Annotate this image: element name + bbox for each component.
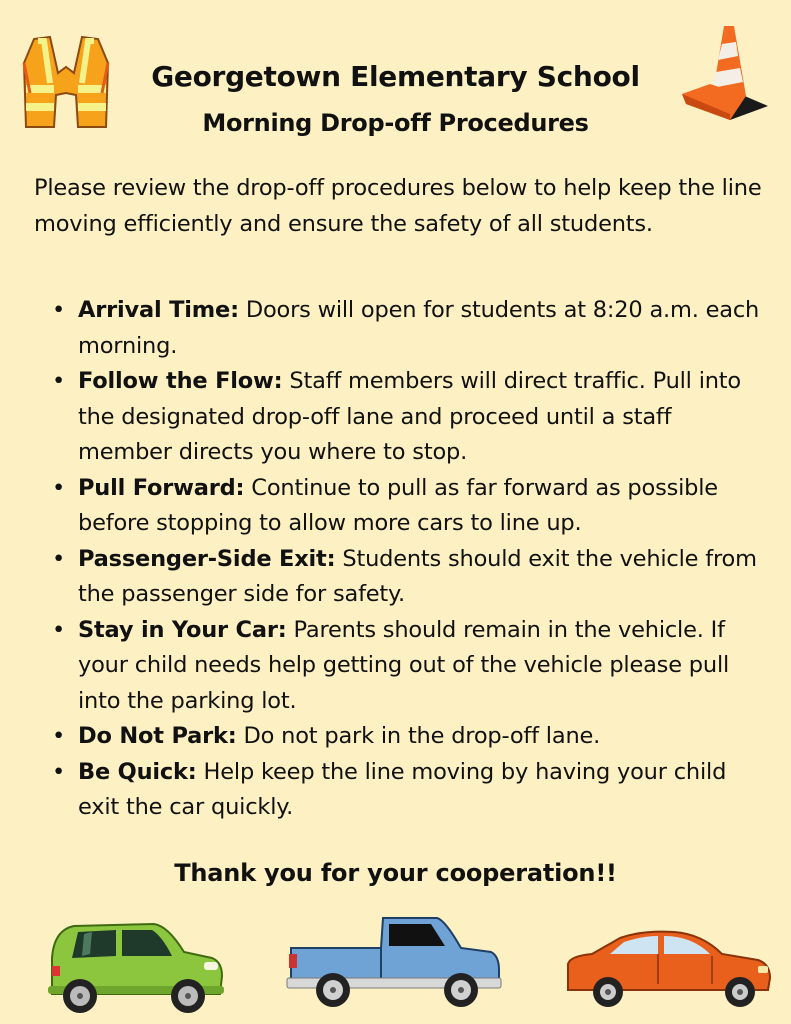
procedure-text: Parents should remain in the vehicle. If your child needs help getting out of the vehicle please pull into the parking lot. — [78, 616, 730, 714]
procedure-text: Staff members will direct traffic. Pull into the designated drop-off lane and proceed until a staff member directs you where to stop. — [78, 368, 741, 465]
procedure-label: Follow the Flow: — [78, 368, 283, 394]
list-item — [34, 755, 764, 826]
blue-pickup-truck-icon — [285, 914, 503, 1010]
bullet-icon: • — [52, 474, 66, 501]
list-item — [34, 719, 764, 755]
bullet-icon: • — [52, 758, 66, 785]
procedure-label: Passenger-Side Exit: — [78, 545, 336, 572]
page-subtitle: Morning Drop-off Procedures — [202, 109, 589, 137]
page-title: Georgetown Elementary School — [151, 60, 640, 93]
procedure-label: Be Quick: — [78, 758, 197, 785]
procedure-label: Arrival Time: — [78, 297, 239, 323]
procedures-list — [34, 293, 764, 826]
procedure-text: Continue to pull as far forward as possible before stopping to allow more cars to line up. — [78, 474, 718, 536]
bullet-icon: • — [52, 368, 66, 394]
procedure-label: Stay in Your Car: — [78, 616, 287, 643]
green-car-icon — [44, 918, 226, 1016]
orange-sedan-icon — [562, 928, 774, 1010]
procedure-text: Doors will open for students at 8:20 a.m. each morning. — [78, 297, 760, 359]
list-item — [34, 471, 764, 542]
procedure-text: Help keep the line moving by having your child exit the car quickly. — [78, 758, 727, 820]
procedure-label: Pull Forward: — [78, 474, 245, 501]
closing-message: Thank you for your cooperation!! — [174, 859, 617, 887]
list-item — [34, 293, 764, 364]
intro-paragraph: Please review the drop-off procedures below to help keep the line moving efficiently and ensure the safety of all students. — [34, 175, 762, 237]
list-item — [34, 613, 764, 720]
bullet-icon: • — [52, 297, 66, 323]
bullet-icon: • — [52, 545, 66, 572]
bullet-icon: • — [52, 616, 66, 643]
procedure-text: Students should exit the vehicle from the passenger side for safety. — [78, 545, 757, 607]
procedure-label: Do Not Park: — [78, 723, 237, 749]
bullet-icon: • — [52, 723, 66, 749]
list-item — [34, 364, 764, 471]
procedure-text: Do not park in the drop-off lane. — [236, 723, 601, 749]
list-item — [34, 542, 764, 613]
